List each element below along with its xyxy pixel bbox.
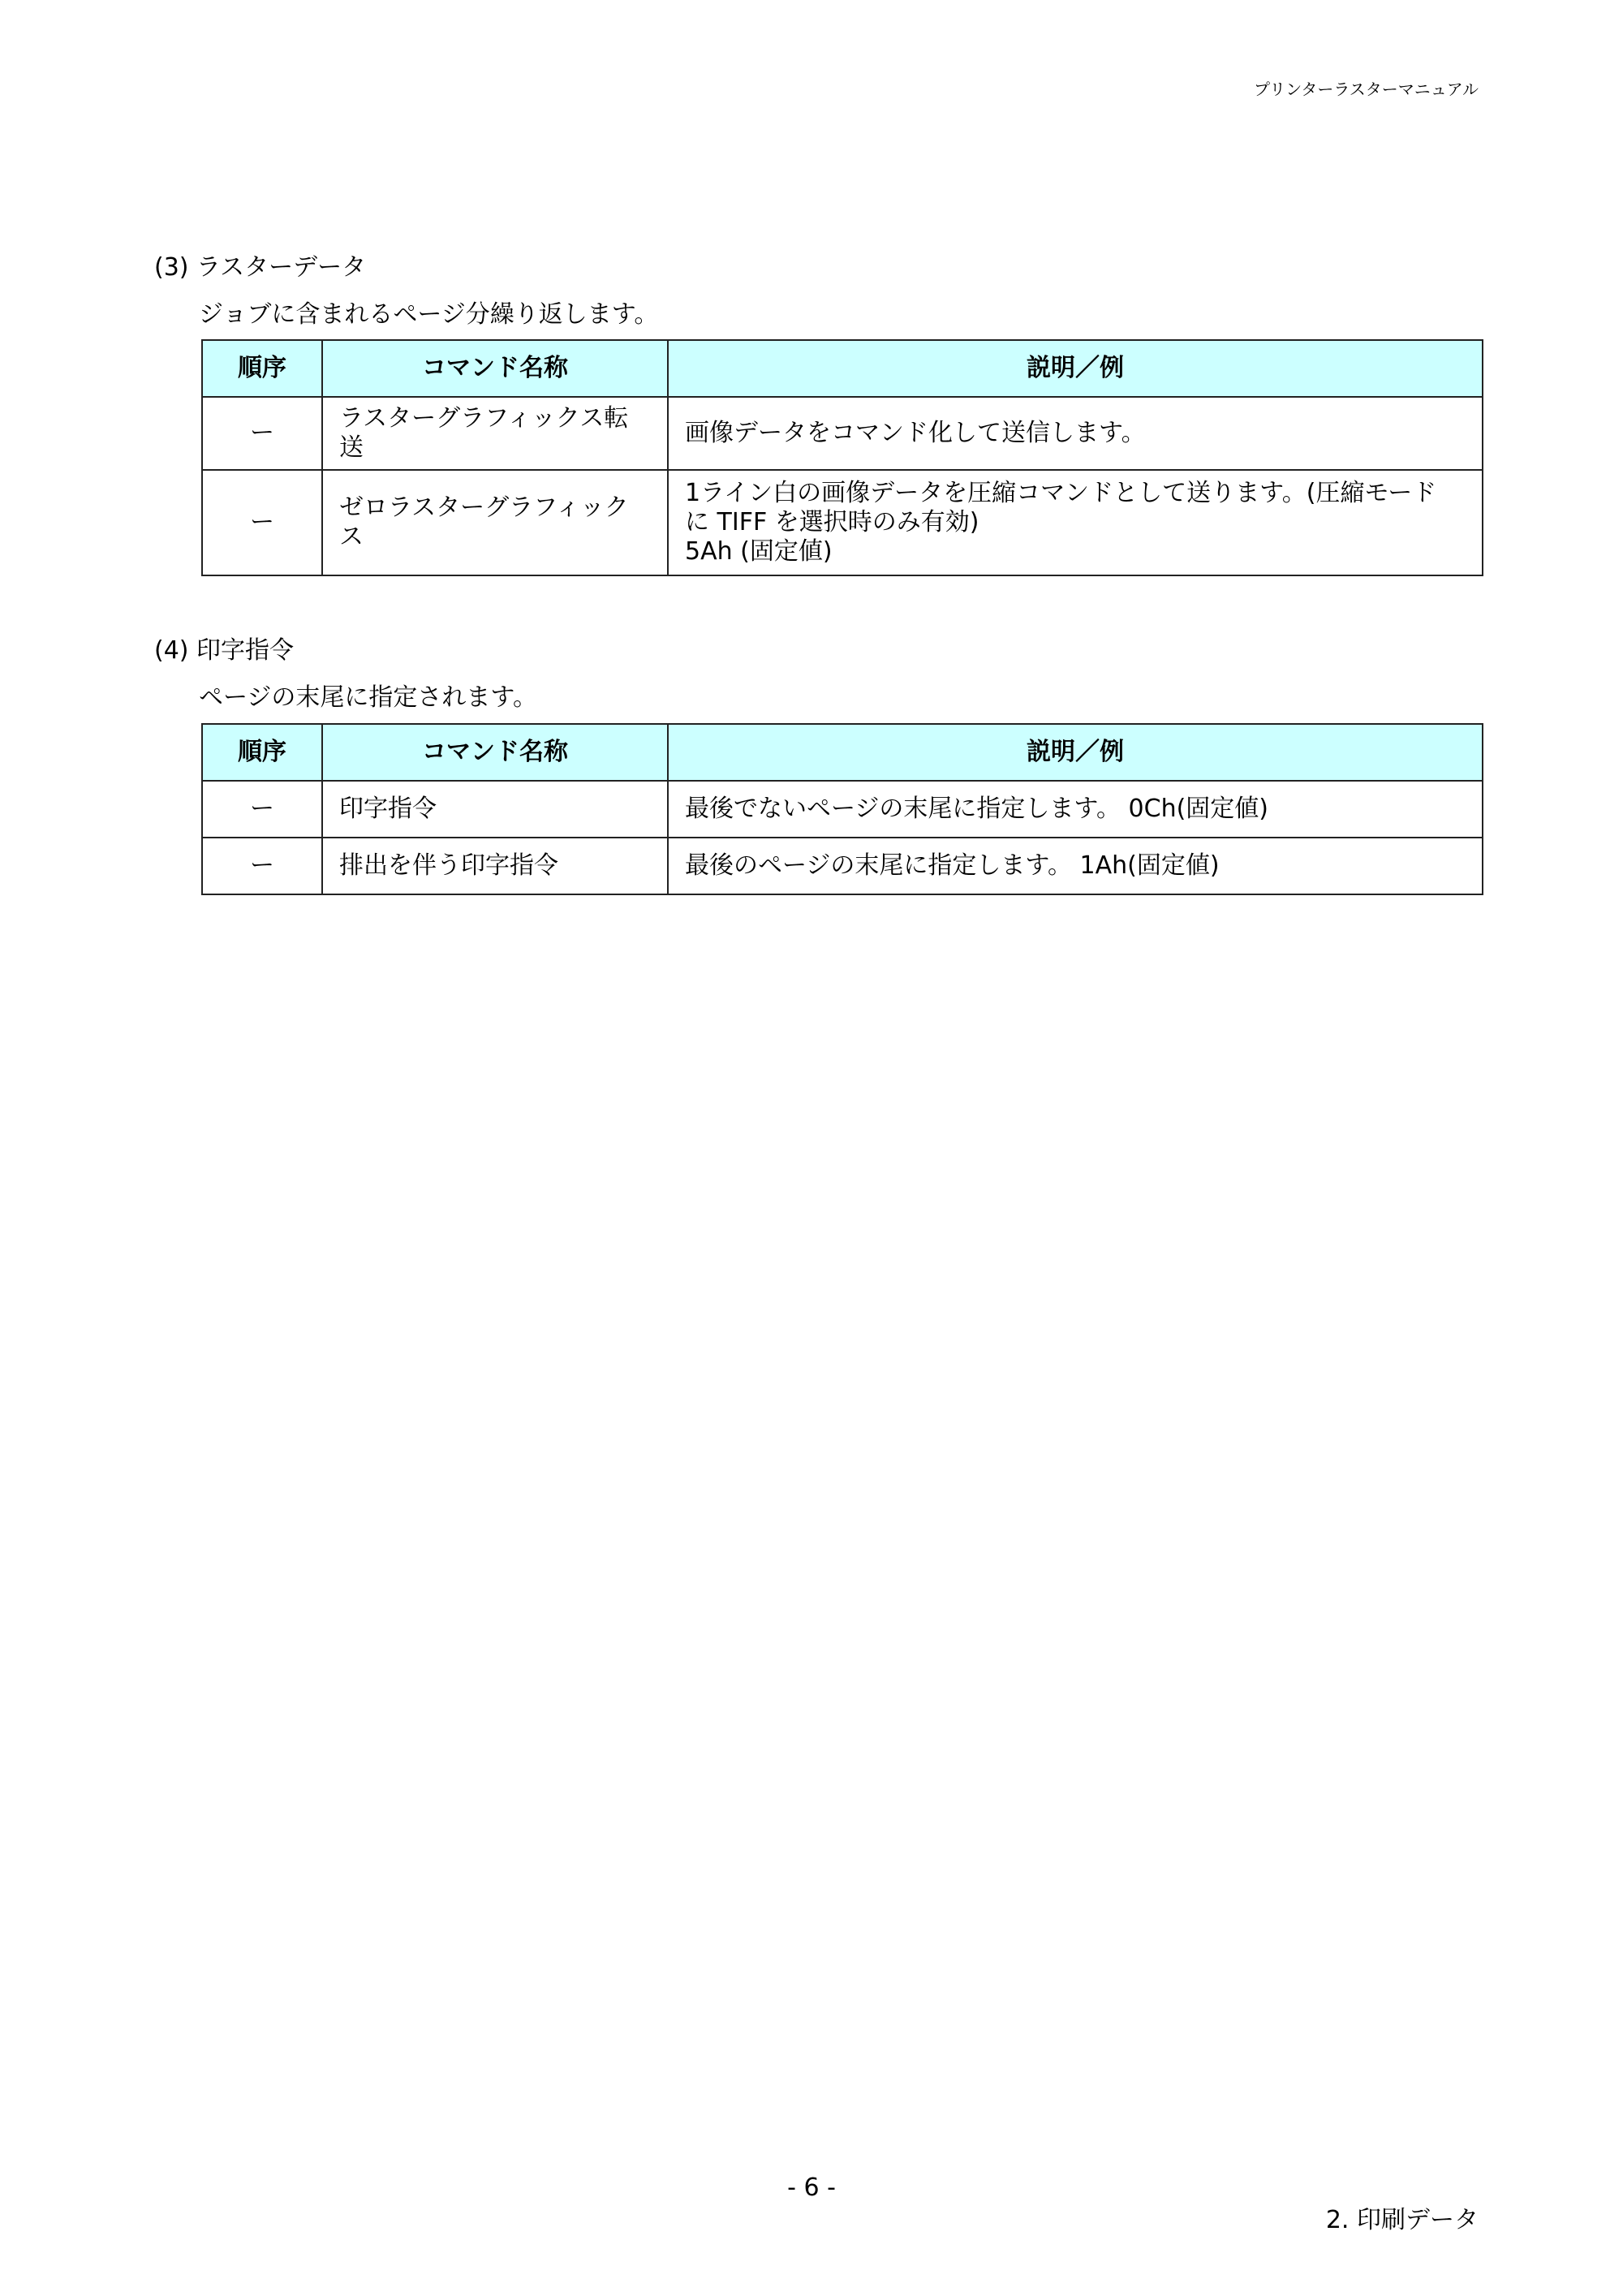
table-row [202,470,1483,575]
order-cell: ー [202,781,322,838]
running-header: プリンターラスターマニュアル [1254,80,1479,99]
page-number: - 6 - [787,2173,836,2202]
description-line: に TIFF を選択時のみ有効) [685,508,979,536]
column-header-order: 順序 [202,340,322,397]
description-line: 最後のページの末尾に指定します。 1Ah(固定値) [685,851,1220,880]
column-header-order: 順序 [202,724,322,781]
description-cell [668,838,1483,894]
section-heading-raster-data: (3) ラスターデータ [154,253,367,282]
print-command-table [201,723,1483,895]
command-name-cell: 印字指令 [322,781,668,838]
description-cell [668,781,1483,838]
description-line: 1ライン白の画像データを圧縮コマンドとして送ります。(圧縮モード [685,479,1437,507]
chapter-footer: 2. 印刷データ [1325,2206,1479,2234]
column-header-description: 説明／例 [668,340,1483,397]
section-intro-raster-data: ジョブに含まれるページ分繰り返します。 [199,300,659,329]
section-heading-print-command: (4) 印字指令 [154,636,295,665]
column-header-description: 説明／例 [668,724,1483,781]
description-cell [668,470,1483,575]
table-header-row [202,724,1483,781]
raster-data-table [201,339,1483,576]
description-cell [668,397,1483,470]
order-cell: ー [202,838,322,894]
table-header-row [202,340,1483,397]
column-header-command-name: コマンド名称 [322,724,668,781]
table-row [202,781,1483,838]
order-cell: ー [202,470,322,575]
command-name-cell: 排出を伴う印字指令 [322,838,668,894]
command-name-cell: ラスターグラフィックス転送 [322,397,668,470]
table-row [202,397,1483,470]
table-row [202,838,1483,894]
order-cell: ー [202,397,322,470]
description-line: 最後でないページの末尾に指定します。 0Ch(固定値) [685,795,1268,823]
section-intro-print-command: ページの末尾に指定されます。 [199,683,537,712]
description-line: 画像データをコマンド化して送信します。 [685,419,1146,447]
column-header-command-name: コマンド名称 [322,340,668,397]
description-line: 5Ah (固定値) [685,537,833,566]
command-name-cell: ゼロラスターグラフィックス [322,470,668,575]
